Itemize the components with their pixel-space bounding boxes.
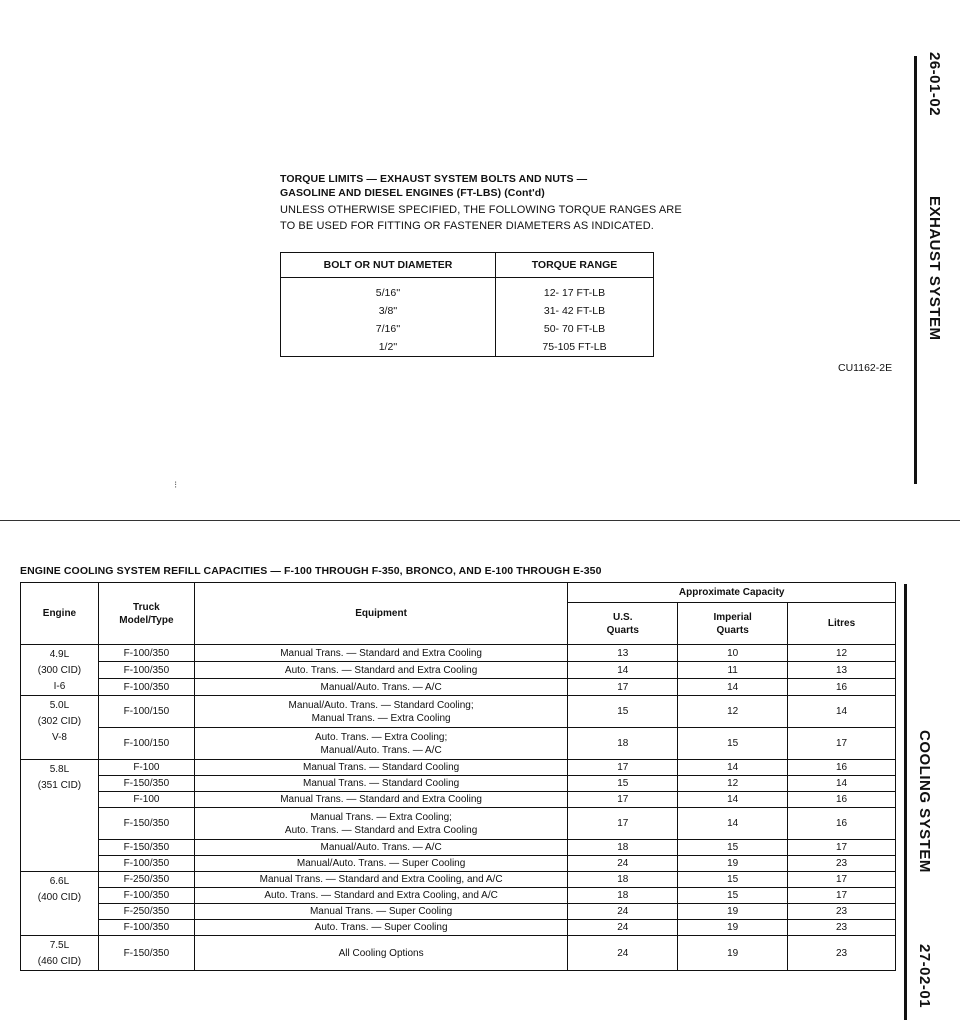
equipment-line: Auto. Trans. — Standard and Extra Cooling, and A/C — [264, 890, 498, 901]
truck-model-cell: F-100 — [98, 792, 194, 808]
diameter-value: 1/2'' — [378, 341, 398, 353]
us-quarts-cell: 13 — [568, 645, 678, 662]
equipment-line: Manual/Auto. Trans. — Standard Cooling; — [288, 699, 474, 711]
section-label-cooling: COOLING SYSTEM — [916, 730, 933, 873]
us-quarts-cell: 17 — [568, 679, 678, 696]
engine-cell — [21, 872, 99, 936]
truck-model-cell: F-100/150 — [98, 696, 194, 728]
cooling-table-body — [21, 645, 896, 971]
us-quarts-cell: 24 — [568, 936, 678, 971]
truck-model-cell: F-150/350 — [98, 840, 194, 856]
equipment-cell — [194, 888, 567, 904]
truck-model-cell: F-100/150 — [98, 728, 194, 760]
col-header-litres: Litres — [788, 603, 896, 645]
equipment-line: Auto. Trans. — Standard and Extra Cooling — [284, 664, 478, 676]
litres-cell: 23 — [788, 936, 896, 971]
imperial-quarts-cell: 15 — [678, 888, 788, 904]
equipment-line: Auto. Trans. — Extra Cooling; — [314, 731, 448, 743]
col-header-us-quarts — [568, 603, 678, 645]
table-row — [21, 792, 896, 808]
equipment-cell — [194, 872, 567, 888]
litres-cell: 16 — [788, 808, 896, 840]
page-number-bottom: 27-02-01 — [916, 944, 933, 1009]
engine-line: 4.9L — [49, 649, 70, 660]
stray-mark: ⁝ — [174, 480, 178, 491]
engine-cell — [21, 760, 99, 872]
torque-table — [280, 252, 654, 357]
us-quarts-cell: 24 — [568, 920, 678, 936]
equipment-line: Manual Trans. — Standard Cooling — [303, 778, 460, 789]
equipment-line: Manual/Auto. Trans. — A/C — [320, 842, 442, 853]
table-row — [21, 679, 896, 696]
litres-cell: 16 — [788, 679, 896, 696]
torque-desc-line-1: UNLESS OTHERWISE SPECIFIED, THE FOLLOWING TORQUE RANGES ARE — [280, 204, 682, 216]
equipment-cell — [194, 808, 567, 840]
us-quarts-cell: 17 — [568, 792, 678, 808]
equipment-line: Manual Trans. — Super Cooling — [309, 906, 453, 917]
truck-model-cell: F-250/350 — [98, 872, 194, 888]
imperial-quarts-cell: 12 — [678, 696, 788, 728]
engine-line: V-8 — [51, 732, 67, 743]
litres-cell: 17 — [788, 888, 896, 904]
us-quarts-cell: 17 — [568, 808, 678, 840]
us-quarts-cell: 14 — [568, 662, 678, 679]
table-row — [21, 760, 896, 776]
us-quarts-cell: 24 — [568, 904, 678, 920]
imperial-quarts-cell: 19 — [678, 936, 788, 971]
equipment-cell — [194, 728, 567, 760]
equipment-line: Auto. Trans. — Super Cooling — [314, 922, 448, 933]
torque-range-value: 75-105 FT-LB — [542, 341, 607, 353]
litres-cell: 17 — [788, 728, 896, 760]
col-header-engine: Engine — [21, 583, 99, 645]
col-header-imperial-quarts — [678, 603, 788, 645]
table-row — [21, 840, 896, 856]
imperial-quarts-cell: 15 — [678, 840, 788, 856]
truck-model-cell: F-150/350 — [98, 936, 194, 971]
section-edge-bar — [904, 584, 907, 1020]
cooling-capacities-title: ENGINE COOLING SYSTEM REFILL CAPACITIES — F-100 THROUGH F-350, BRONCO, AND E-100 THROUGH E-350 — [20, 565, 602, 577]
truck-model-cell: F-100/350 — [98, 679, 194, 696]
diameter-cell — [281, 278, 496, 357]
imperial-quarts-cell: 10 — [678, 645, 788, 662]
imperial-header-line: Quarts — [716, 624, 749, 636]
engine-line: 7.5L — [49, 940, 70, 951]
engine-line: (460 CID) — [37, 956, 82, 967]
torque-range-value: 12- 17 FT-LB — [543, 287, 606, 299]
torque-desc-line-2: TO BE USED FOR FITTING OR FASTENER DIAMETERS AS INDICATED. — [280, 220, 654, 232]
litres-cell: 17 — [788, 840, 896, 856]
diameter-value: 5/16'' — [375, 287, 401, 299]
cooling-capacities-table — [20, 582, 896, 971]
truck-model-cell: F-150/350 — [98, 808, 194, 840]
engine-line: (400 CID) — [37, 892, 82, 903]
imperial-quarts-cell: 14 — [678, 808, 788, 840]
imperial-quarts-cell: 14 — [678, 760, 788, 776]
equipment-cell — [194, 936, 567, 971]
equipment-cell — [194, 662, 567, 679]
table-row — [21, 920, 896, 936]
table-row — [21, 856, 896, 872]
table-row — [21, 936, 896, 971]
table-row — [21, 776, 896, 792]
engine-line: 5.8L — [49, 764, 70, 775]
equipment-cell — [194, 856, 567, 872]
equipment-line: Manual Trans. — Standard and Extra Cooling — [280, 647, 482, 659]
truck-header-line: Truck — [133, 601, 160, 613]
truck-model-cell: F-100/350 — [98, 888, 194, 904]
imperial-quarts-cell: 12 — [678, 776, 788, 792]
imperial-quarts-cell: 19 — [678, 920, 788, 936]
us-quarts-cell: 15 — [568, 696, 678, 728]
imperial-quarts-cell: 19 — [678, 856, 788, 872]
truck-model-cell: F-100/350 — [98, 856, 194, 872]
equipment-cell — [194, 904, 567, 920]
equipment-cell — [194, 679, 567, 696]
litres-cell: 12 — [788, 645, 896, 662]
torque-range-value: 31- 42 FT-LB — [543, 305, 606, 317]
equipment-cell — [194, 776, 567, 792]
litres-cell: 14 — [788, 776, 896, 792]
equipment-cell — [194, 696, 567, 728]
litres-cell: 17 — [788, 872, 896, 888]
equipment-line: Manual Trans. — Standard and Extra Cooling, and A/C — [259, 874, 503, 885]
litres-cell: 16 — [788, 792, 896, 808]
us-header-line: U.S. — [613, 611, 633, 623]
litres-cell: 23 — [788, 920, 896, 936]
figure-reference-code: CU1162-2E — [838, 362, 893, 374]
us-quarts-cell: 17 — [568, 760, 678, 776]
us-quarts-cell: 15 — [568, 776, 678, 792]
us-quarts-cell: 18 — [568, 872, 678, 888]
engine-line: (300 CID) — [37, 665, 82, 676]
imperial-quarts-cell: 15 — [678, 872, 788, 888]
engine-line: I-6 — [53, 681, 66, 692]
imperial-quarts-cell: 19 — [678, 904, 788, 920]
litres-cell: 14 — [788, 696, 896, 728]
imperial-quarts-cell: 14 — [678, 679, 788, 696]
table-row — [21, 808, 896, 840]
torque-title-line-2: GASOLINE AND DIESEL ENGINES (FT-LBS) (Cont'd) — [280, 187, 545, 199]
truck-model-cell: F-100/350 — [98, 662, 194, 679]
table-row — [21, 888, 896, 904]
truck-model-cell: F-150/350 — [98, 776, 194, 792]
us-quarts-cell: 24 — [568, 856, 678, 872]
table-row — [21, 872, 896, 888]
page-number-top: 26-01-02 — [926, 52, 943, 117]
truck-header-line: Model/Type — [119, 614, 174, 626]
equipment-cell — [194, 840, 567, 856]
engine-cell — [21, 696, 99, 760]
equipment-line: Manual/Auto. Trans. — A/C — [320, 744, 442, 756]
diameter-value: 7/16'' — [375, 323, 401, 335]
litres-cell: 23 — [788, 856, 896, 872]
truck-model-cell: F-250/350 — [98, 904, 194, 920]
equipment-line: Manual/Auto. Trans. — Super Cooling — [296, 858, 466, 869]
table-row — [21, 645, 896, 662]
equipment-line: Manual Trans. — Extra Cooling — [311, 712, 451, 724]
torque-range-cell — [496, 278, 654, 357]
col-header-truck-model — [98, 583, 194, 645]
torque-values-row — [281, 278, 654, 357]
engine-cell — [21, 645, 99, 696]
engine-line: (351 CID) — [37, 780, 82, 791]
table-row — [21, 904, 896, 920]
imperial-quarts-cell: 15 — [678, 728, 788, 760]
section-label-exhaust: EXHAUST SYSTEM — [926, 196, 943, 341]
equipment-line: Manual/Auto. Trans. — A/C — [320, 681, 442, 693]
col-header-approx-capacity: Approximate Capacity — [568, 583, 896, 603]
us-quarts-cell: 18 — [568, 840, 678, 856]
diameter-value: 3/8'' — [378, 305, 398, 317]
equipment-line: Manual Trans. — Standard and Extra Cooling — [280, 794, 482, 805]
engine-line: 5.0L — [49, 700, 70, 711]
equipment-cell — [194, 760, 567, 776]
equipment-line: Auto. Trans. — Standard and Extra Cooling — [284, 824, 478, 836]
torque-limits-header — [280, 172, 700, 234]
imperial-quarts-cell: 11 — [678, 662, 788, 679]
litres-cell: 23 — [788, 904, 896, 920]
litres-cell: 13 — [788, 662, 896, 679]
imperial-header-line: Imperial — [713, 611, 752, 623]
us-header-line: Quarts — [606, 624, 639, 636]
col-header-torque-range: TORQUE RANGE — [496, 253, 654, 278]
cooling-page — [0, 520, 960, 1024]
torque-title-line-1: TORQUE LIMITS — EXHAUST SYSTEM BOLTS AND NUTS — — [280, 173, 588, 185]
equipment-cell — [194, 645, 567, 662]
engine-line: 6.6L — [49, 876, 70, 887]
table-row — [21, 696, 896, 728]
table-row — [21, 662, 896, 679]
us-quarts-cell: 18 — [568, 728, 678, 760]
truck-model-cell: F-100 — [98, 760, 194, 776]
equipment-cell — [194, 792, 567, 808]
equipment-line: Manual Trans. — Extra Cooling; — [310, 811, 452, 823]
table-row — [21, 728, 896, 760]
engine-cell — [21, 936, 99, 971]
litres-cell: 16 — [788, 760, 896, 776]
truck-model-cell: F-100/350 — [98, 920, 194, 936]
section-edge-bar — [914, 56, 917, 484]
truck-model-cell: F-100/350 — [98, 645, 194, 662]
engine-line: (302 CID) — [37, 716, 82, 727]
col-header-equipment: Equipment — [194, 583, 567, 645]
us-quarts-cell: 18 — [568, 888, 678, 904]
torque-range-value: 50- 70 FT-LB — [543, 323, 606, 335]
equipment-line: Manual Trans. — Standard Cooling — [303, 762, 460, 773]
imperial-quarts-cell: 14 — [678, 792, 788, 808]
col-header-diameter: BOLT OR NUT DIAMETER — [281, 253, 496, 278]
equipment-line: All Cooling Options — [338, 947, 424, 959]
equipment-cell — [194, 920, 567, 936]
